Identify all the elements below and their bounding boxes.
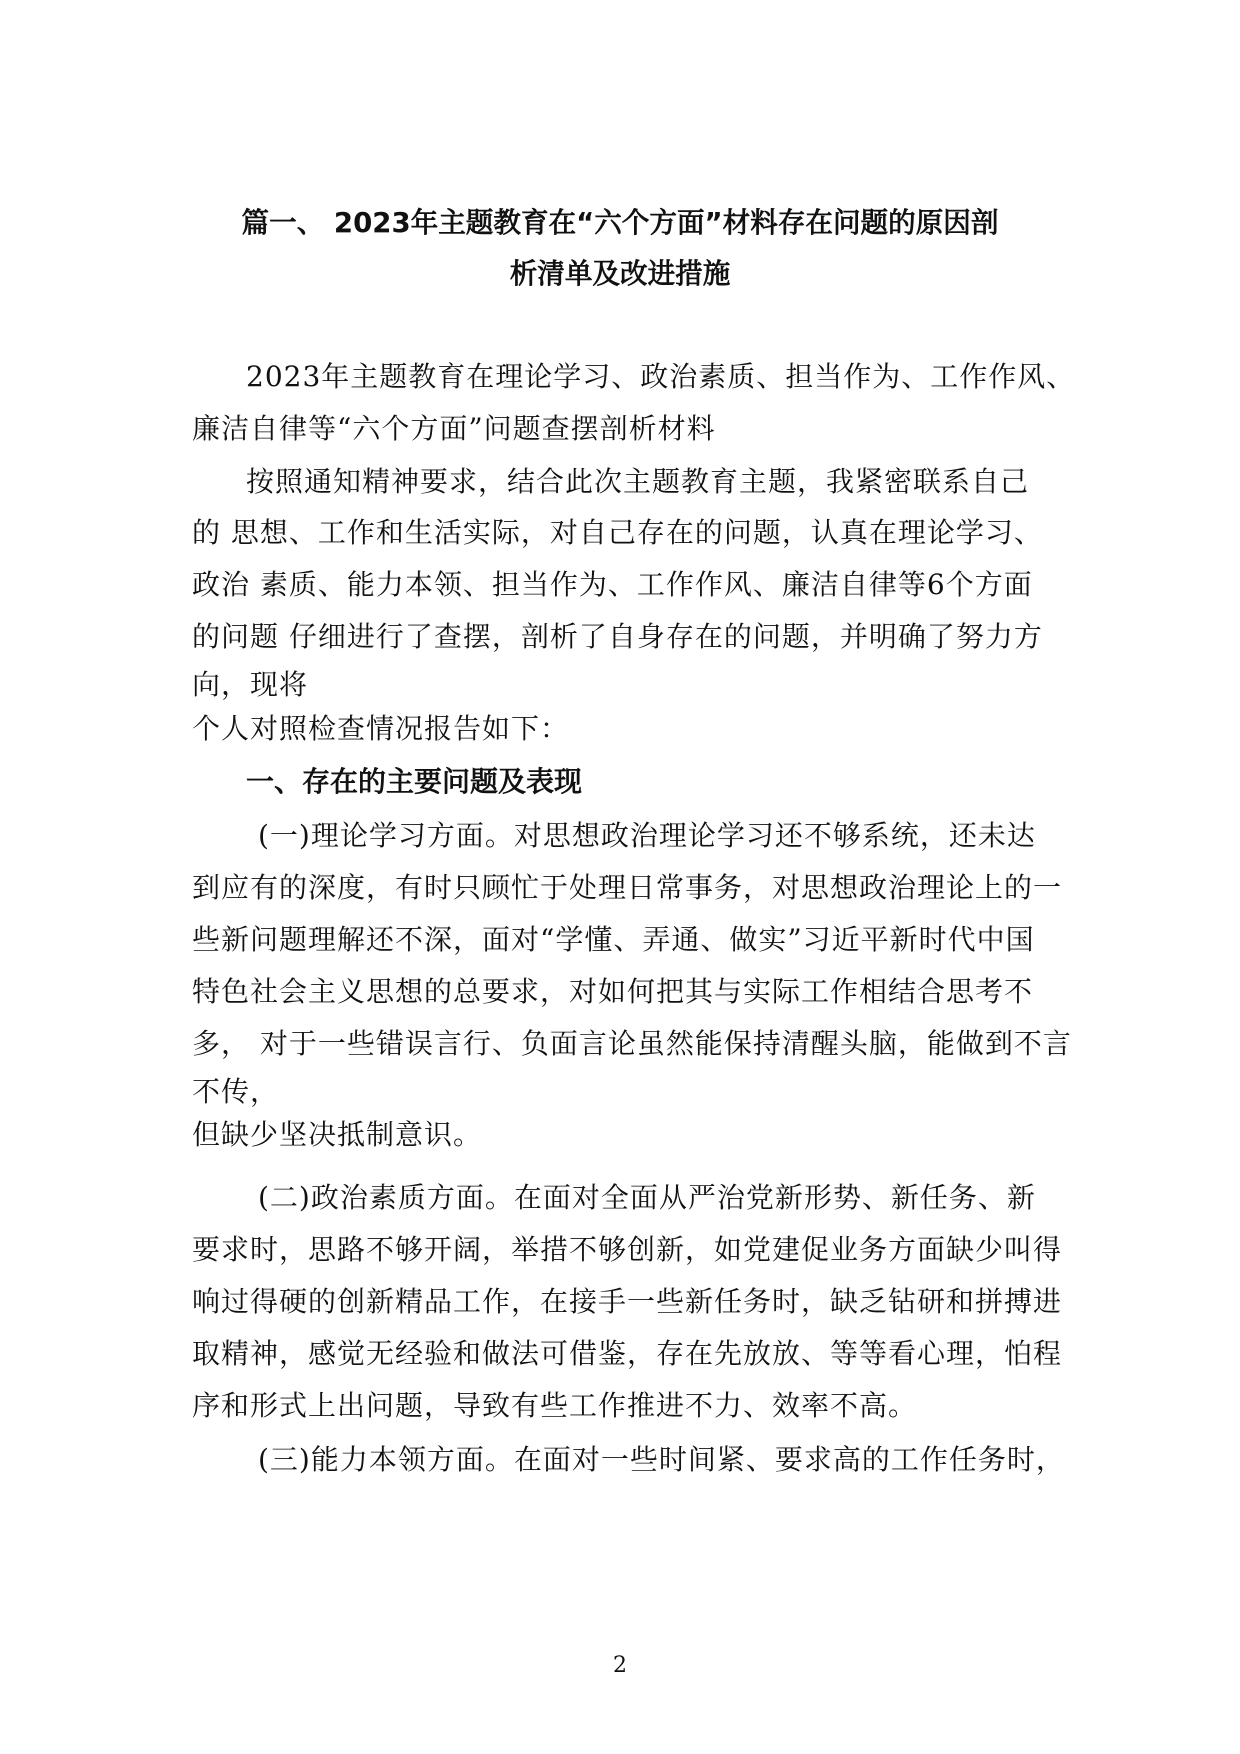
para1-line-6: 不传，: [192, 1075, 280, 1108]
subtitle-line-1: 2023年主题教育在理论学习、政治素质、担当作为、工作作风、: [246, 360, 1076, 393]
para1-line-1: (一)理论学习方面。对思想政治理论学习还不够系统，还未达: [258, 819, 1036, 852]
para1-line-7: 但缺少坚决抵制意识。: [192, 1118, 483, 1151]
para2-line-3: 响过得硬的创新精品工作，在接手一些新任务时，缺乏钻研和拼搏进: [192, 1285, 1063, 1318]
intro-line-4: 的问题 仔细进行了查摆，剖析了自身存在的问题，并明确了努力方: [192, 620, 1043, 653]
para3-line-1: (三)能力本领方面。在面对一些时间紧、要求高的工作任务时，: [258, 1443, 1065, 1476]
para1-line-2: 到应有的深度，有时只顾忙于处理日常事务，对思想政治理论上的一: [192, 871, 1063, 904]
subtitle-line-2: 廉洁自律等“六个方面”问题查摆剖析材料: [192, 412, 716, 445]
para1-line-3: 些新问题理解还不深，面对“学懂、弄通、做实”习近平新时代中国: [192, 923, 1035, 956]
intro-line-2: 的 思想、工作和生活实际，对自己存在的问题，认真在理论学习、: [192, 516, 1043, 549]
para2-line-2: 要求时，思路不够开阔，举措不够创新，如党建促业务方面缺少叫得: [192, 1233, 1063, 1266]
intro-line-6: 个人对照检查情况报告如下：: [192, 712, 570, 745]
page-number: 2: [613, 1653, 627, 1678]
para2-line-5: 序和形式上出问题，导致有些工作推进不力、效率不高。: [192, 1389, 918, 1422]
intro-line-1: 按照通知精神要求，结合此次主题教育主题，我紧密联系自己: [246, 465, 1030, 498]
para1-line-4: 特色社会主义思想的总要求，对如何把其与实际工作相结合思考不: [192, 975, 1034, 1008]
document-title-line-1: 篇一、 2023年主题教育在“六个方面”材料存在问题的原因剖: [241, 206, 999, 239]
para2-line-4: 取精神，感觉无经验和做法可借鉴，存在先放放、等等看心理，怕程: [192, 1337, 1063, 1370]
section-heading: 一、存在的主要问题及表现: [246, 765, 583, 798]
para1-line-5: 多， 对于一些错误言行、负面言论虽然能保持清醒头脑，能做到不言: [192, 1027, 1072, 1060]
para2-line-1: (二)政治素质方面。在面对全面从严治党新形势、新任务、新: [258, 1181, 1036, 1214]
intro-line-3: 政治 素质、能力本领、担当作为、工作作风、廉洁自律等6个方面: [192, 568, 1033, 601]
intro-line-5: 向，现将: [192, 668, 309, 701]
document-title-line-2: 析清单及改进措施: [509, 257, 731, 290]
